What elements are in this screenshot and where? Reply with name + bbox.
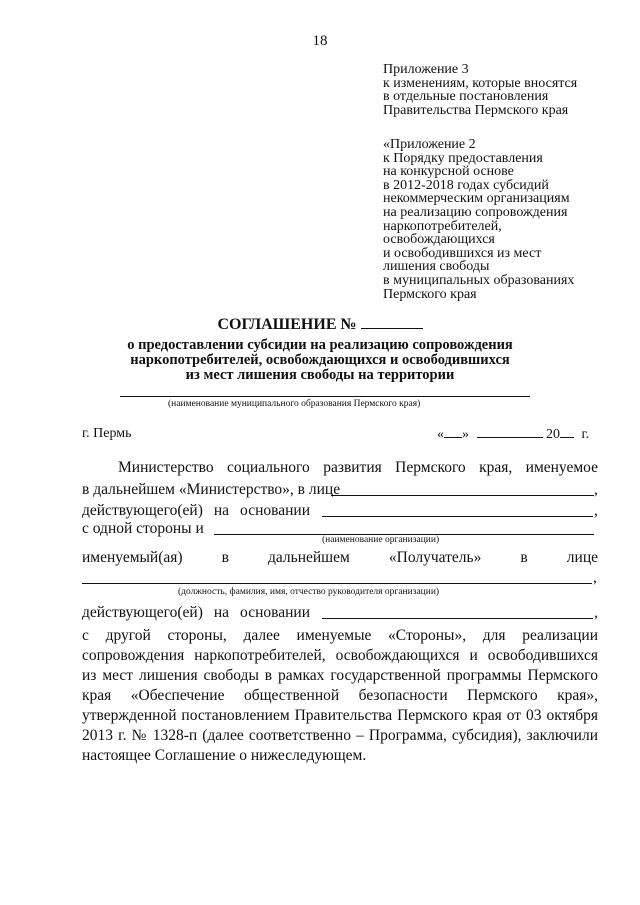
organization-caption: (наименование организации)	[322, 535, 440, 545]
appendix-line: Приложение 3	[383, 62, 469, 77]
appendix-line: на реализацию сопровождения	[383, 204, 568, 220]
date-month-blank[interactable]	[477, 425, 543, 438]
subtitle-line: из мест лишения свободы на территории	[185, 366, 455, 383]
date-year-suffix: г.	[581, 427, 590, 442]
paragraph-line: края «Обеспечение общественной безопасности Пермского края»,	[82, 687, 598, 704]
date-close-quote: »	[462, 427, 469, 442]
date-line	[437, 425, 589, 444]
body-line-2: в дальнейшем «Министерство», в лице	[82, 481, 341, 498]
agreement-title	[0, 315, 640, 334]
paragraph-line: утвержденной постановлением Правительства Пермского края от 03 октября	[82, 707, 598, 724]
appendix-line: лишения свободы	[383, 259, 490, 275]
appendix-3-header	[383, 63, 577, 117]
municipality-blank[interactable]	[120, 396, 530, 397]
appendix-2-header	[383, 138, 574, 301]
date-year-blank[interactable]	[560, 425, 574, 438]
appendix-line: «Приложение 2	[383, 137, 476, 152]
body-line-5: именуемый(ая) в дальнейшем «Получатель» в лице	[82, 549, 598, 566]
agreement-subtitle	[0, 338, 640, 382]
appendix-line: в отдельные постановления	[383, 89, 549, 105]
body-line-6: действующего(ей) на основании	[82, 604, 310, 621]
paragraph-line: из мест лишения свободы в рамках государственной программы Пермского	[82, 667, 598, 684]
appendix-line: некоммерческим организациям	[383, 191, 570, 207]
municipality-caption: (наименование муниципального образования Пермского края)	[168, 399, 421, 409]
paragraph-line: 2013 г. № 1328-п (далее соответственно – Программа, субсидия), заключили	[82, 727, 598, 744]
head-of-organization-blank[interactable]	[82, 583, 592, 584]
appendix-line: к Порядку предоставления	[383, 150, 543, 166]
appendix-line: Пермского края	[383, 286, 477, 302]
subtitle-line: наркопотребителей, освобождающихся и освободившихся	[130, 351, 510, 368]
appendix-line: наркопотребителей,	[383, 218, 502, 234]
city: г. Пермь	[82, 426, 132, 441]
appendix-line: в муниципальных образованиях	[383, 272, 575, 288]
appendix-line: Правительства Пермского края	[383, 102, 569, 118]
body-line-3: действующего(ей) на основании	[82, 502, 310, 519]
page-number: 18	[312, 33, 328, 49]
body-line-1: Министерство социального развития Пермского края, именуемое	[118, 459, 598, 476]
subtitle-line: о предоставлении субсидии на реализацию сопровождения	[127, 337, 513, 353]
head-of-organization-caption: (должность, фамилия, имя, отчество руководителя организации)	[178, 587, 440, 597]
body-line-4: с одной стороны и	[82, 520, 204, 537]
agreement-number-blank[interactable]	[361, 315, 423, 329]
paragraph-last-line: настоящее Соглашение о нижеследующем.	[82, 747, 367, 764]
representative-blank[interactable]	[331, 495, 594, 496]
date-year-prefix: 20	[546, 427, 560, 442]
paragraph-line: сопровождения наркопотребителей, освобождающихся и освободившихся	[82, 647, 598, 664]
basis-blank-2[interactable]	[322, 618, 593, 619]
paragraph-line: с другой стороны, далее именуемые «Стороны», для реализации	[82, 627, 598, 644]
appendix-line: освобождающихся	[383, 232, 495, 248]
appendix-line: к изменениям, которые вносятся	[383, 75, 578, 91]
basis-blank-1[interactable]	[322, 516, 593, 517]
appendix-line: и освободившихся из мест	[383, 245, 542, 261]
date-open-quote: «	[437, 427, 444, 442]
agreement-title-text: СОГЛАШЕНИЕ №	[217, 316, 357, 333]
date-day-blank[interactable]	[444, 425, 462, 438]
appendix-line: на конкурсной основе	[383, 164, 514, 180]
appendix-line: в 2012-2018 годах субсидий	[383, 177, 549, 193]
